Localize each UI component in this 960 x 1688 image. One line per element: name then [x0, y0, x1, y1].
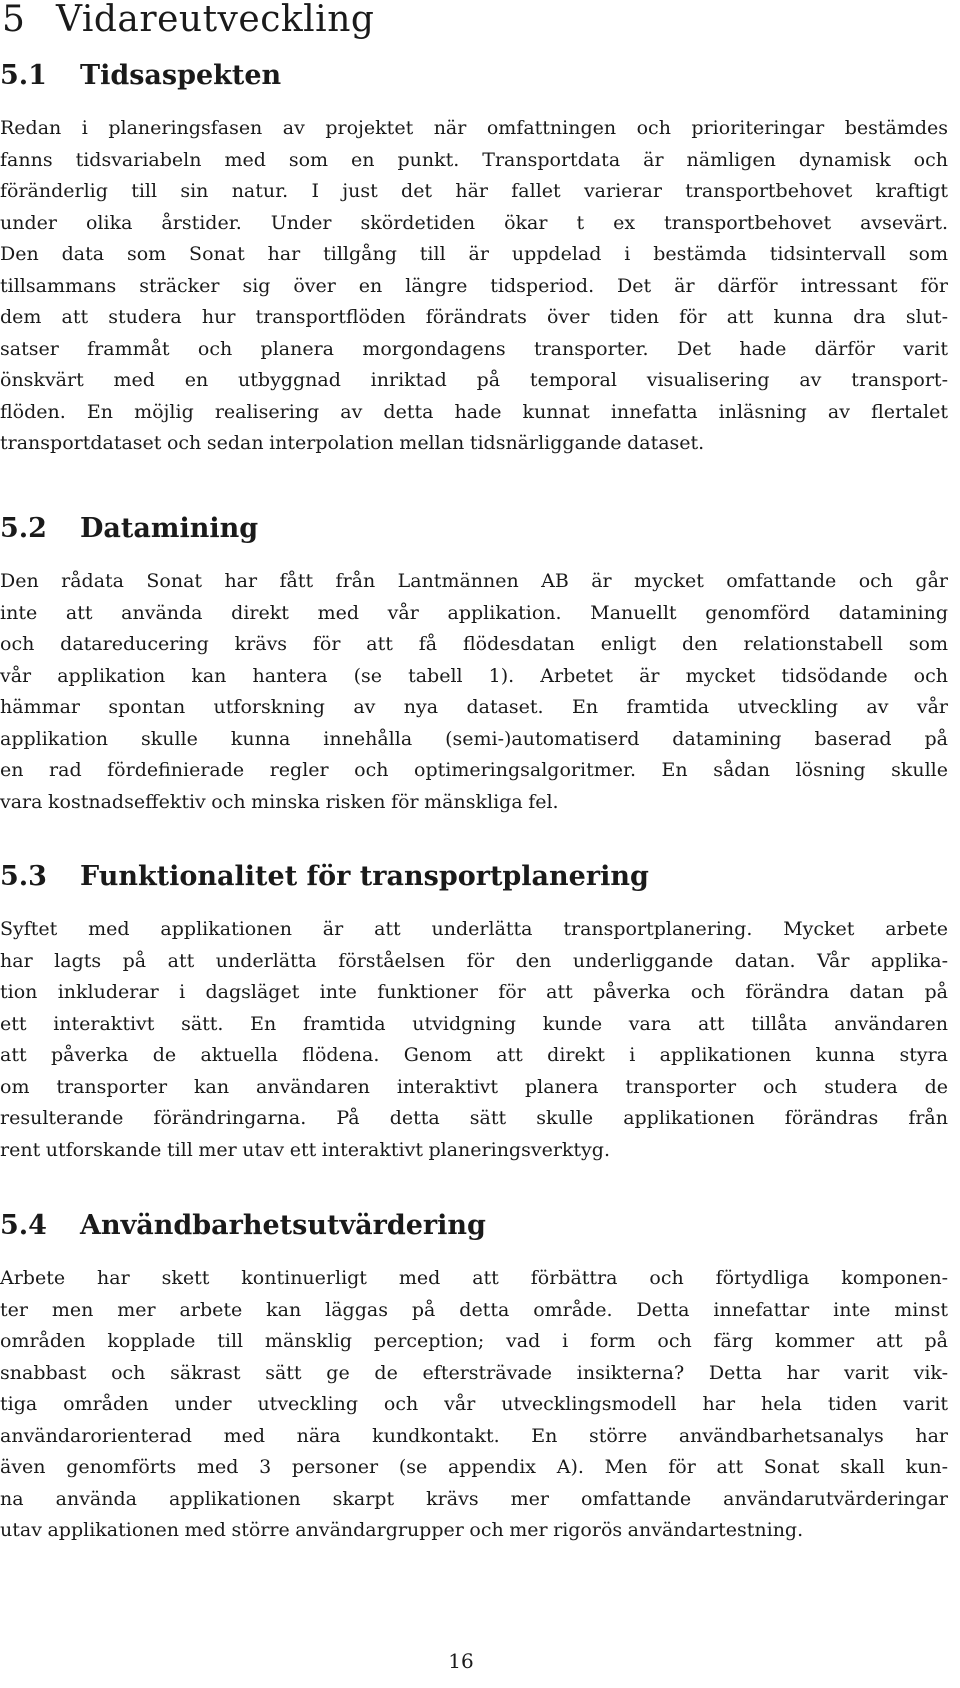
text-line: satser frammåt och planera morgondagens transporter. Det hade därför varit	[0, 337, 948, 360]
text-line: snabbast och säkrast sätt ge de eftersträvade insikterna? Detta har varit vik-	[0, 1361, 948, 1384]
text-line: och datareducering krävs för att få flödesdatan enligt den relationstabell som	[0, 633, 948, 655]
text-line: Syftet med applikationen är att underlätta transportplanering. Mycket arbete	[0, 918, 948, 940]
section-body-5-3	[0, 914, 960, 1166]
section-title: Funktionalitet för transportplanering	[80, 861, 649, 892]
section-title: Tidsaspekten	[80, 60, 282, 91]
text-line: Den rådata Sonat har fått från Lantmännen AB är mycket omfattande och går	[0, 570, 948, 592]
text-line: tiga områden under utveckling och vår utvecklingsmodell har hela tiden varit	[0, 1393, 948, 1415]
text-line: flöden. En möjlig realisering av detta hade kunnat innefatta inläsning av flertalet	[0, 400, 948, 423]
text-line: applikation skulle kunna innehålla (semi-)automatiserd datamining baserad på	[0, 727, 948, 750]
chapter-title	[2, 0, 374, 40]
section-body-5-1	[0, 113, 960, 460]
section-heading-5-3	[0, 861, 649, 893]
section-title: Användbarhetsutvärdering	[80, 1210, 486, 1241]
text-line: användarorienterad med nära kundkontakt. En större användbarhetsanalys har	[0, 1424, 948, 1447]
section-title: Datamining	[80, 513, 259, 544]
chapter-number: 5	[2, 0, 26, 40]
text-line: vår applikation kan hantera (se tabell 1). Arbetet är mycket tidsödande och	[0, 664, 948, 687]
section-number: 5.3	[0, 861, 47, 892]
text-line: önskvärt med en utbyggnad inriktad på temporal visualisering av transport-	[0, 369, 948, 391]
text-line: tion inkluderar i dagsläget inte funktioner för att påverka och förändra datan på	[0, 981, 948, 1003]
text-line: ter men mer arbete kan läggas på detta område. Detta innefattar inte minst	[0, 1298, 948, 1321]
text-line: föränderlig till sin natur. I just det här fallet varierar transportbehovet kraftigt	[0, 180, 948, 202]
text-line: rent utforskande till mer utav ett interaktivt planeringsverktyg.	[0, 1138, 610, 1161]
section-heading-5-4	[0, 1210, 486, 1242]
text-line: att påverka de aktuella flödena. Genom att direkt i applikationen kunna styra	[0, 1044, 948, 1066]
text-line: har lagts på att underlätta förståelsen för den underliggande datan. Vår applika-	[0, 949, 948, 972]
text-line: om transporter kan användaren interaktivt planera transporter och studera de	[0, 1075, 948, 1098]
text-line: Den data som Sonat har tillgång till är uppdelad i bestämda tidsintervall som	[0, 243, 948, 265]
section-body-5-2	[0, 566, 960, 818]
text-line: vara kostnadseffektiv och minska risken för mänskliga fel.	[0, 790, 559, 813]
text-line: ett interaktivt sätt. En framtida utvidgning kunde vara att tillåta användaren	[0, 1012, 948, 1035]
text-line: hämmar spontan utforskning av nya dataset. En framtida utveckling av vår	[0, 696, 948, 718]
text-line: även genomförts med 3 personer (se appendix A). Men för att Sonat skall kun-	[0, 1456, 948, 1478]
chapter-title-text: Vidareutveckling	[56, 0, 375, 40]
text-line: utav applikationen med större användargrupper och mer rigorös användartestning.	[0, 1519, 804, 1541]
section-heading-5-1	[0, 60, 281, 92]
section-number: 5.1	[0, 60, 47, 91]
text-line: en rad fördefinierade regler och optimeringsalgoritmer. En sådan lösning skulle	[0, 759, 948, 781]
text-line: resulterande förändringarna. På detta sätt skulle applikationen förändras från	[0, 1107, 948, 1129]
text-line: fanns tidsvariabeln med som en punkt. Transportdata är nämligen dynamisk och	[0, 148, 948, 171]
text-line: områden kopplade till mänsklig perception; vad i form och färg kommer att på	[0, 1330, 948, 1352]
text-line: na använda applikationen skarpt krävs mer omfattande användarutvärderingar	[0, 1487, 948, 1510]
text-line: transportdataset och sedan interpolation mellan tidsnärliggande dataset.	[0, 432, 705, 454]
text-line: inte att använda direkt med vår applikation. Manuellt genomförd datamining	[0, 601, 948, 624]
section-heading-5-2	[0, 513, 258, 545]
section-number: 5.2	[0, 513, 47, 544]
text-line: under olika årstider. Under skördetiden ökar t ex transportbehovet avsevärt.	[0, 211, 948, 234]
page-number: 16	[448, 1649, 474, 1673]
text-line: tillsammans sträcker sig över en längre tidsperiod. Det är därför intressant för	[0, 274, 948, 297]
text-line: Redan i planeringsfasen av projektet när omfattningen och prioriteringar bestämdes	[0, 117, 948, 139]
section-body-5-4	[0, 1263, 960, 1547]
text-line: Arbete har skett kontinuerligt med att förbättra och förtydliga komponen-	[0, 1267, 948, 1289]
text-line: dem att studera hur transportflöden förändrats över tiden för att kunna dra slut-	[0, 306, 948, 328]
section-number: 5.4	[0, 1210, 47, 1241]
